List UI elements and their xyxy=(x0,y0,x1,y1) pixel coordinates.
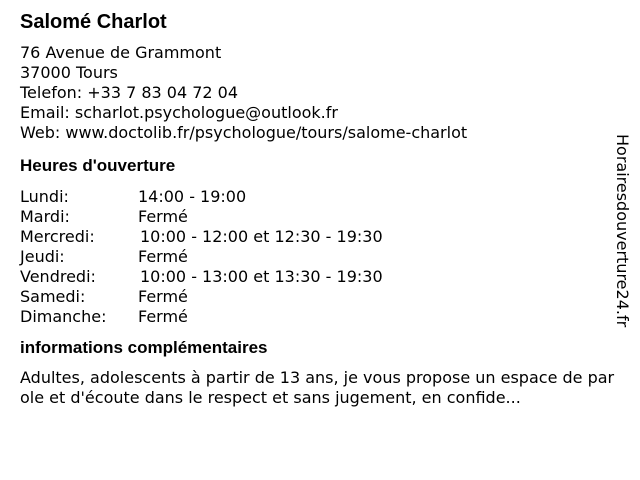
address-city: 37000 Tours xyxy=(20,63,118,82)
hours-row-sunday xyxy=(20,307,620,327)
web-line: Web: www.doctolib.fr/psychologue/tours/salome-charlot xyxy=(20,123,468,142)
info-heading: informations complémentaires xyxy=(20,338,268,357)
day-hours: 10:00 - 13:00 et 13:30 - 19:30 xyxy=(140,267,383,286)
hours-row-thursday xyxy=(20,247,620,267)
business-card xyxy=(20,9,620,408)
watermark-text: Horairesdouverture24.fr xyxy=(613,134,632,328)
phone-line: Telefon: +33 7 83 04 72 04 xyxy=(20,83,239,102)
hours-table xyxy=(20,187,620,327)
hours-row-saturday xyxy=(20,287,620,307)
hours-row-wednesday xyxy=(20,227,620,247)
day-label: Lundi: xyxy=(20,187,69,206)
day-hours: 10:00 - 12:00 et 12:30 - 19:30 xyxy=(140,227,383,246)
day-hours: Fermé xyxy=(138,207,188,226)
contact-block xyxy=(20,43,620,143)
day-label: Vendredi: xyxy=(20,267,96,286)
hours-heading: Heures d'ouverture xyxy=(20,156,176,175)
day-label: Dimanche: xyxy=(20,307,107,326)
email-line: Email: scharlot.psychologue@outlook.fr xyxy=(20,103,338,122)
day-label: Samedi: xyxy=(20,287,86,306)
day-label: Mercredi: xyxy=(20,227,95,246)
hours-row-monday xyxy=(20,187,620,207)
address-street: 76 Avenue de Grammont xyxy=(20,43,222,62)
hours-row-friday xyxy=(20,267,620,287)
hours-row-tuesday xyxy=(20,207,620,227)
day-label: Mardi: xyxy=(20,207,70,226)
day-label: Jeudi: xyxy=(20,247,65,266)
day-hours: Fermé xyxy=(138,287,188,306)
day-hours: 14:00 - 19:00 xyxy=(138,187,247,206)
business-name: Salomé Charlot xyxy=(20,11,167,33)
day-hours: Fermé xyxy=(138,247,188,266)
day-hours: Fermé xyxy=(138,307,188,326)
info-description: Adultes, adolescents à partir de 13 ans, je vous propose un espace de parole et d'écoute dans le respect et sans jugement, en confide... xyxy=(20,368,615,407)
